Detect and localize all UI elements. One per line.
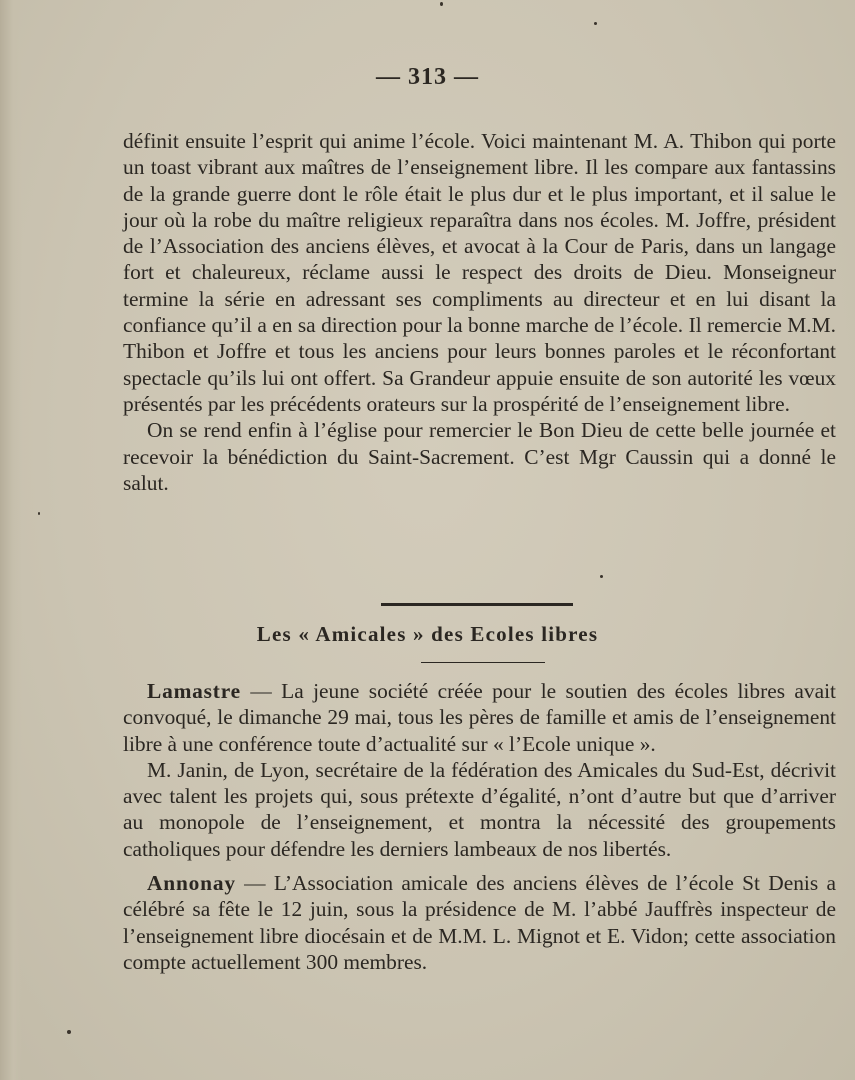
- section-title: Les « Amicales » des Ecoles libres: [256, 622, 599, 646]
- paper-speck: [594, 22, 597, 25]
- paragraph: On se rend enfin à l’église pour remercier le Bon Dieu de cette belle journée et recevoir la bénédiction du Saint-Sacrement. C’est Mgr Caussin qui a donné le salut.: [123, 418, 836, 495]
- place-name: Lamastre: [147, 679, 241, 703]
- entry-paragraph: [123, 678, 836, 757]
- paper-speck: [38, 512, 40, 515]
- paper-speck: [67, 1030, 71, 1034]
- page-binding-edge: [0, 0, 22, 1080]
- entry-paragraph: [123, 870, 836, 975]
- place-name: Annonay: [147, 871, 236, 896]
- paragraph: définit ensuite l’esprit qui anime l’école. Voici maintenant M. A. Thibon qui porte un toast vibrant aux maîtres de l’enseignement libre. Il les compare aux fantassins de la grande guerre dont le rôle était le plus dur et le plus important, et il salue le jour où la robe du maître religieux reparaîtra dans nos écoles. M. Joffre, président de l’Association des anciens élèves, et avocat à la Cour de Paris, dans un langage fort et chaleureux, réclame aussi le respect des droits de Dieu. Monseigneur termine la série en adressant ses compliments au directeur et en lui disant la confiance qu’il a en sa direction pour la bonne marche de l’école. Il remercie M.M. Thibon et Joffre et tous les anciens pour leurs bonnes paroles et le réconfortant spectacle qu’ils lui ont offert. Sa Grandeur appuie ensuite de son autorité les vœux présentés par les précédents orateurs sur la prospérité de l’enseignement libre.: [123, 129, 836, 416]
- entry-text: — La jeune société créée pour le soutien des écoles libres avait convoqué, le dimanche 29 mai, tous les pères de famille et amis de l’enseignement libre à une conférence toute d’actualité sur « l’Ecole unique ».: [123, 679, 836, 756]
- entry-paragraph: [123, 757, 836, 862]
- section-divider: [381, 603, 573, 606]
- entry-text: M. Janin, de Lyon, secrétaire de la fédération des Amicales du Sud-Est, décrivit avec talent les projets qui, sous prétexte d’égalité, n’ont d’autre but que d’arriver au monopole de l’enseignement, et montra la nécessité des groupements catholiques pour défendre les derniers lambeaux de nos libertés.: [123, 757, 836, 861]
- title-underline: [421, 662, 545, 663]
- page-number: — 313 —: [376, 64, 479, 90]
- entry-text: — L’Association amicale des anciens élèves de l’école St Denis a célébré sa fête le 12 juin, sous la présidence de M. l’abbé Jauffrès inspecteur de l’enseignement libre diocésain et de M.M. L. Mignot et E. Vidon; cette association compte actuellement 300 membres.: [123, 871, 836, 974]
- paper-speck: [440, 2, 443, 6]
- amicales-section: [123, 678, 836, 975]
- paper-speck: [600, 575, 603, 578]
- section-continuation: [123, 128, 836, 496]
